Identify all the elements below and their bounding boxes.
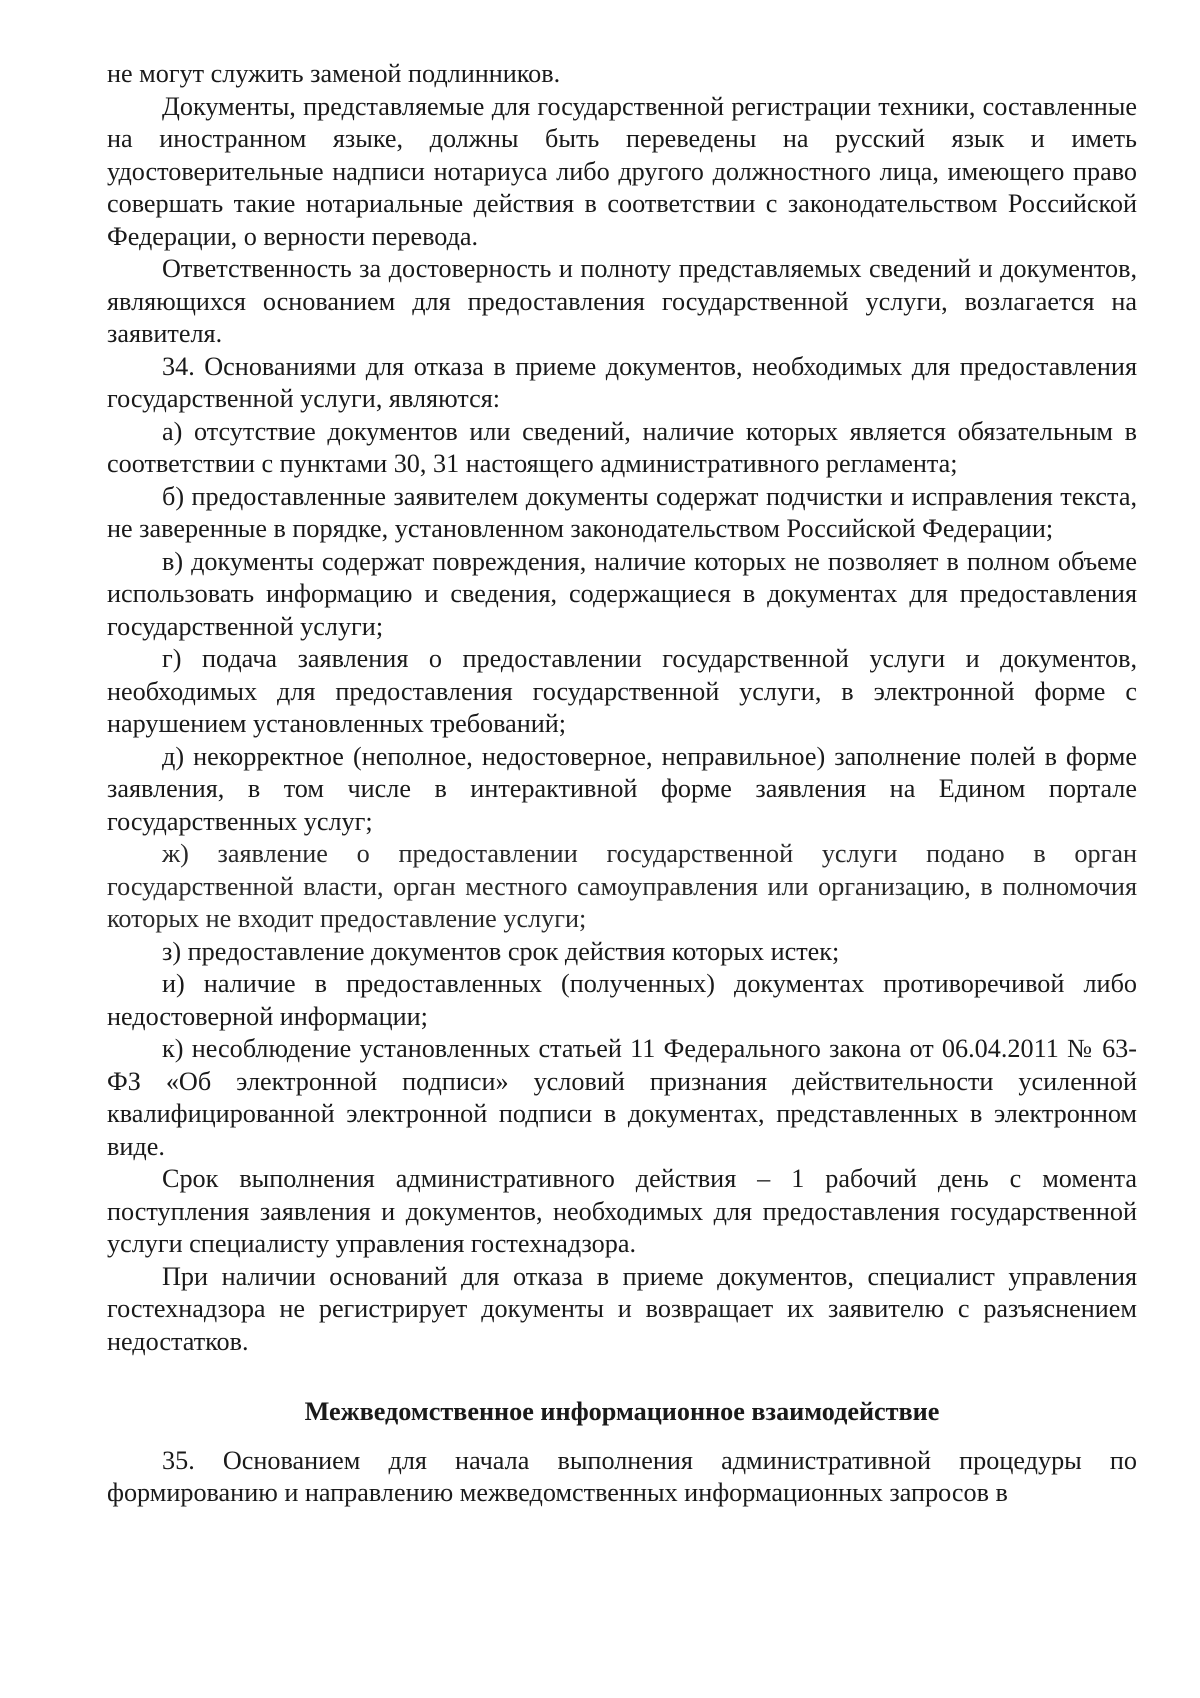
paragraph-34: 34. Основаниями для отказа в приеме документов, необходимых для предоставления государственной услуги, являются: bbox=[107, 351, 1137, 413]
paragraph-continuation: не могут служить заменой подлинников. bbox=[107, 59, 561, 88]
list-item-v: в) документы содержат повреждения, наличие которых не позволяет в полном объеме использовать информацию и сведения, содержащиеся в документах для предоставления государственной услуги; bbox=[107, 546, 1137, 641]
section-heading: Межведомственное информационное взаимодействие bbox=[304, 1397, 940, 1426]
list-item-d: д) некорректное (неполное, недостоверное, неправильное) заполнение полей в форме заявления, в том числе в интерактивной форме заявления на Едином портале государственных услуг; bbox=[107, 741, 1137, 836]
paragraph-refusal-action: При наличии оснований для отказа в приеме документов, специалист управления гостехнадзора не регистрирует документы и возвращает их заявителю с разъяснением недостатков. bbox=[107, 1261, 1137, 1356]
paragraph-responsibility: Ответственность за достоверность и полноту представляемых сведений и документов, являющихся основанием для предоставления государственной услуги, возлагается на заявителя. bbox=[107, 254, 1137, 348]
list-item-z: з) предоставление документов срок действия которых истек; bbox=[162, 936, 840, 966]
list-item-a: а) отсутствие документов или сведений, наличие которых является обязательным в соответствии с пунктами 30, 31 настоящего административного регламента; bbox=[107, 416, 1137, 478]
list-item-g: г) подача заявления о предоставлении государственной услуги и документов, необходимых для предоставления государственной услуги, в электронной форме с нарушением установленных требований; bbox=[107, 644, 1137, 738]
list-item-k: к) несоблюдение установленных статьей 11 Федерального закона от 06.04.2011 № 63-ФЗ «Об электронной подписи» условий признания действительности усиленной квалифицированной электронной подписи в документах, представленных в электронном виде. bbox=[107, 1034, 1137, 1161]
paragraph-translation-requirement: Документы, представляемые для государственной регистрации техники, составленные на иностранном языке, должны быть переведены на русский язык и иметь удостоверительные надписи нотариуса либо другого должностного лица, имеющего право совершать такие нотариальные действия в соответствии с законодательством Российской Федерации, о верности перевода. bbox=[107, 91, 1137, 251]
list-item-b: б) предоставленные заявителем документы содержат подчистки и исправления текста, не заверенные в порядке, установленном законодательством Российской Федерации; bbox=[107, 481, 1137, 543]
list-item-i: и) наличие в предоставленных (полученных) документах противоречивой либо недостоверной информации; bbox=[107, 969, 1137, 1031]
document-page bbox=[107, 58, 1137, 1510]
paragraph-deadline: Срок выполнения административного действия – 1 рабочий день с момента поступления заявления и документов, необходимых для предоставления государственной услуги специалисту управления гостехнадзора. bbox=[107, 1164, 1137, 1258]
paragraph-35: 35. Основанием для начала выполнения административной процедуры по формированию и направлению межведомственных информационных запросов в bbox=[107, 1445, 1137, 1507]
list-item-zh: ж) заявление о предоставлении государственной услуги подано в орган государственной власти, орган местного самоуправления или организацию, в полномочия которых не входит предоставление услуги; bbox=[107, 839, 1137, 933]
